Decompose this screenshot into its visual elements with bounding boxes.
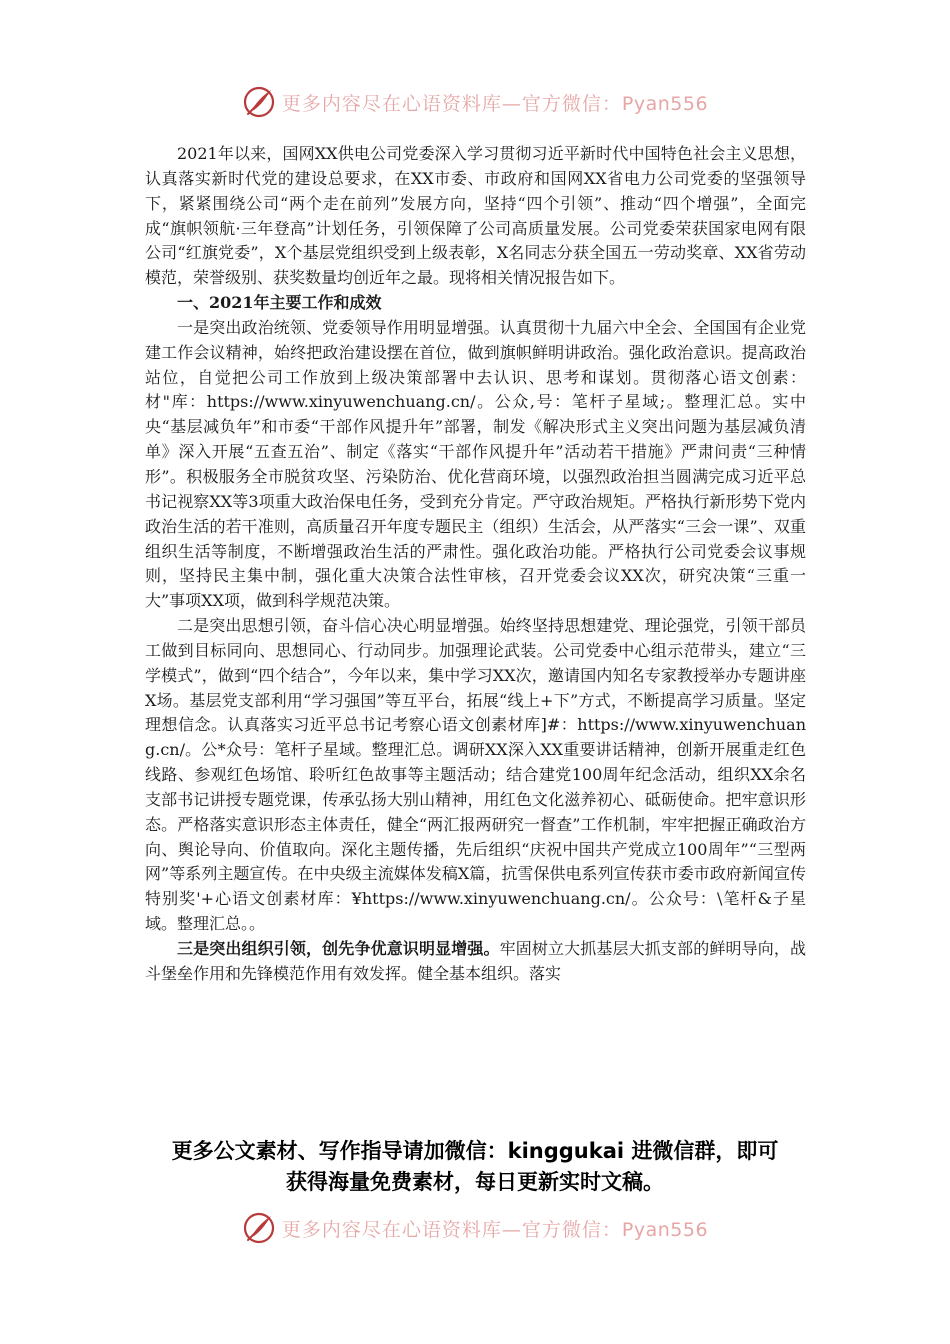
quill-logo-icon bbox=[242, 1211, 276, 1245]
promo-line-1: 更多公文素材、写作指导请加微信：kinggukai 进微信群，即可 bbox=[171, 1139, 779, 1163]
paragraph-organization-lead: 三是突出组织引领，创先争优意识明显增强。 bbox=[177, 939, 500, 958]
promo-line-2: 获得海量免费素材，每日更新实时文稿。 bbox=[286, 1170, 664, 1194]
quill-logo-icon bbox=[242, 85, 276, 119]
paragraph-ideology: 二是突出思想引领，奋斗信心决心明显增强。始终坚持思想建党、理论强党，引领干部员工做到目标同向、思想同心、行动同步。加强理论武装。公司党委中心组示范带头，建立“三学模式”，做到“四个结合”，今年以来，集中学习XX次，邀请国内知名专家教授举办专题讲座X场。基层党支部利用“学习强国”等互平台，拓展“线上+下”方式，不断提高学习质量。坚定理想信念。认真落实习近平总书记考察心语文创素材库]#：https://www.xinyuwenchuang.cn/。公*众号：笔杆子星域。整理汇总。调研XX深入XX重要讲话精神，创新开展重走红色线路、参观红色场馆、聆听红色故事等主题活动；结合建党100周年纪念活动，组织XX余名支部书记讲授专题党课，传承弘扬大别山精神，用红色文化滋养初心、砥砺使命。把牢意识形态。严格落实意识形态主体责任，健全“两汇报两研究一督查”工作机制，牢牢把握正确政治方向、舆论导向、价值取向。深化主题传播，先后组织“庆祝中国共产党成立100周年”“三型两网”等系列主题宣传。在中央级主流媒体发稿X篇，抗雪保供电系列宣传获市委市政府新闻宣传特别奖'+心语文创素材库：¥https://www.xinyuwenchuang.cn/。公众号：\笔杆&子星域。整理汇总。。 bbox=[145, 616, 806, 934]
paragraph-politics: 一是突出政治统领、党委领导作用明显增强。认真贯彻十九届六中全会、全国国有企业党建工作会议精神，始终把政治建设摆在首位，做到旗帜鲜明讲政治。强化政治意识。提高政治站位，自觉把公司工作放到上级决策部署中去认识、思考和谋划。贯彻落心语文创素：材"库：https://www.xinyuwenchuang.cn/。公众,号：笔杆子星域;。整理汇总。实中央“基层减负年”和市委“干部作风提升年”部署，制发《解决形式主义突出问题为基层减负清单》深入开展“五查五治”、制定《落实“干部作风提升年”活动若干措施》严肃问责“三种情形”。积极服务全市脱贫攻坚、污染防治、优化营商环境，以强烈政治担当圆满完成习近平总书记视察XX等3项重大政治保电任务，受到充分肯定。严守政治规矩。严格执行新形势下党内政治生活的若干准则，高质量召开年度专题民主（组织）生活会，从严落实“三会一课”、双重组织生活等制度，不断增强政治生活的严肃性。强化政治功能。严格执行公司党委会议事规则，坚持民主集中制，强化重大决策合法性审核，召开党委会议XX次，研究决策“三重一大”事项XX项，做到科学规范决策。 bbox=[145, 317, 806, 611]
footer-banner-text bbox=[282, 1215, 708, 1242]
paragraph-organization bbox=[145, 937, 806, 987]
header-banner-label: 更多内容尽在心语资料库—官方微信： bbox=[281, 92, 622, 115]
footer-banner-wechat: Pyan556 bbox=[621, 1218, 709, 1241]
header-banner bbox=[0, 82, 950, 122]
footer-banner bbox=[0, 1208, 950, 1248]
promo-notice bbox=[100, 1136, 850, 1198]
header-banner-wechat: Pyan556 bbox=[621, 92, 709, 115]
intro-paragraph: 2021年以来，国网XX供电公司党委深入学习贯彻习近平新时代中国特色社会主义思想，认真落实新时代党的建设总要求，在XX市委、市政府和国网XX省电力公司党委的坚强领导下，紧紧围绕公司“两个走在前列”发展方向，坚持“四个引领”、推动“四个增强”，全面完成“旗帜领航·三年登高”计划任务，引领保障了公司高质量发展。公司党委荣获国家电网有限公司“红旗党委”，X个基层党组织受到上级表彰，X名同志分获全国五一劳动奖章、XX省劳动模范，荣誉级别、获奖数量均创近年之最。现将相关情况报告如下。 bbox=[145, 144, 806, 288]
paragraph-organization-rest: 牢固树立大抓基层大抓支部的鲜明导向，战斗堡垒作用和先锋模范作用有效发挥。健全基本组织。落实 bbox=[145, 939, 806, 983]
footer-banner-label: 更多内容尽在心语资料库—官方微信： bbox=[281, 1218, 622, 1241]
document-body bbox=[145, 142, 806, 1118]
header-banner-text bbox=[282, 89, 708, 116]
section-heading: 一、2021年主要工作和成效 bbox=[177, 293, 382, 313]
